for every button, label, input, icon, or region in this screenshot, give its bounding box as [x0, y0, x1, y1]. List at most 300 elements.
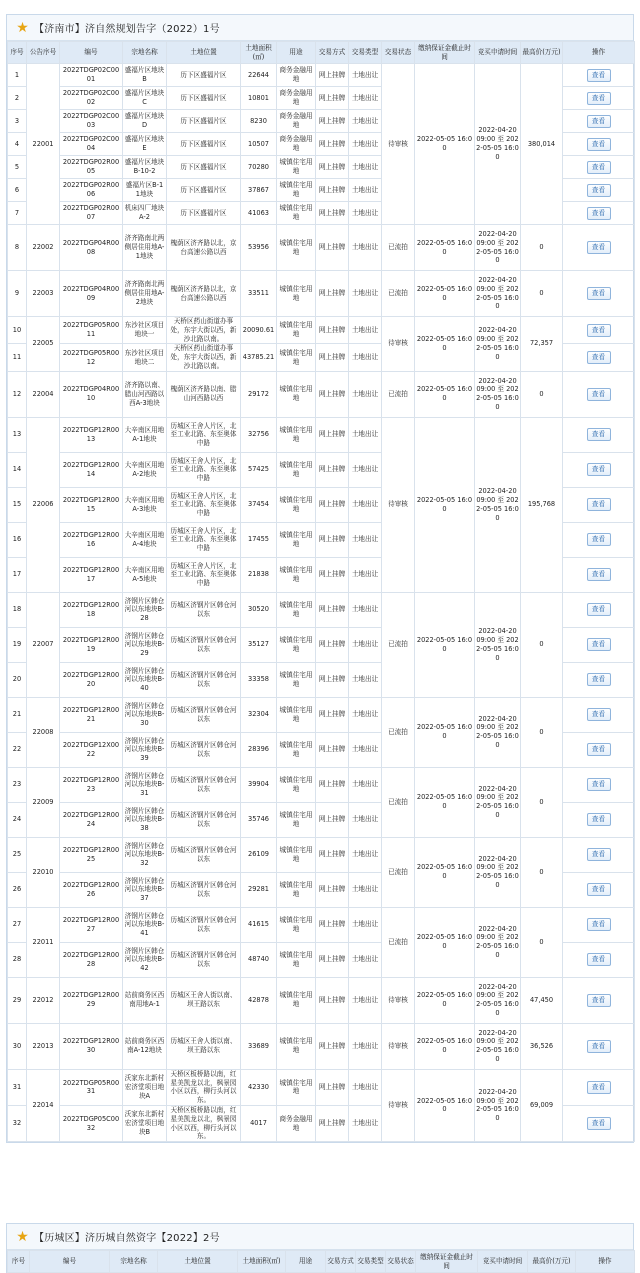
bid-application-period: 2022-04-20 09:00 至 2022-05-05 16:00 [475, 271, 521, 317]
parcel-location: 历下区盛福片区 [167, 202, 241, 225]
parcel-name: 济齐路以南、腊山河西路以西A-3地块 [123, 371, 167, 417]
trade-type: 土地出让 [349, 942, 382, 977]
view-button[interactable]: 查看 [587, 324, 611, 337]
view-button[interactable]: 查看 [587, 463, 611, 476]
deposit-deadline: 2022-05-05 16:00 [415, 317, 475, 372]
bid-application-period: 2022-04-20 09:00 至 2022-05-05 16:00 [475, 837, 521, 907]
view-button[interactable]: 查看 [587, 1081, 611, 1094]
land-area: 37454 [241, 487, 277, 522]
parcel-location: 历城区济钢片区韩仓河以东 [167, 592, 241, 627]
parcel-code: 2022TDGP12R0020 [60, 662, 123, 697]
section-2-header-col-7: 交易类型 [356, 1251, 386, 1273]
row-number: 8 [8, 225, 27, 271]
operation-cell [563, 487, 635, 522]
parcel-code: 2022TDGP12R0017 [60, 557, 123, 592]
parcel-code: 2022TDGP02R0005 [60, 156, 123, 179]
view-button[interactable]: 查看 [587, 428, 611, 441]
trade-type: 土地出让 [349, 225, 382, 271]
header-col-6: 用途 [277, 42, 316, 64]
operation-cell [563, 1023, 635, 1069]
parcel-name: 大辛南区用地A-2地块 [123, 452, 167, 487]
land-use: 商务金融用地 [277, 1105, 316, 1141]
notice-number: 22001 [27, 64, 60, 225]
parcel-location: 槐荫区济齐路以北，京台高速公路以西 [167, 225, 241, 271]
bid-application-period: 2022-04-20 09:00 至 2022-05-05 16:00 [475, 977, 521, 1023]
land-area: 53956 [241, 225, 277, 271]
max-price: 0 [521, 767, 563, 837]
trade-method: 网上挂牌 [316, 317, 349, 344]
trade-status: 待审核 [382, 1023, 415, 1069]
view-button[interactable]: 查看 [587, 498, 611, 511]
max-price: 0 [521, 225, 563, 271]
parcel-code: 2022TDGP12R0025 [60, 837, 123, 872]
operation-cell [563, 802, 635, 837]
view-button[interactable]: 查看 [587, 813, 611, 826]
parcel-location: 历城区济钢片区韩仓河以东 [167, 662, 241, 697]
table-row [8, 977, 635, 1023]
land-area: 35127 [241, 627, 277, 662]
notice-number: 22012 [27, 977, 60, 1023]
section-2-header-col-0: 序号 [8, 1251, 30, 1273]
land-area: 70280 [241, 156, 277, 179]
trade-method: 网上挂牌 [316, 344, 349, 371]
parcel-name: 济钢片区韩仓河以东地块B-39 [123, 732, 167, 767]
view-button[interactable]: 查看 [587, 603, 611, 616]
header-col-11: 竞买申请时间 [475, 42, 521, 64]
parcel-location: 历城区王舍人街以南、坝王路以东 [167, 1023, 241, 1069]
trade-method: 网上挂牌 [316, 872, 349, 907]
section-2-header-col-9: 缴纳保证金截止时间 [416, 1251, 478, 1273]
parcel-code: 2022TDGP05R0031 [60, 1069, 123, 1105]
parcel-location: 历城区王舍人片区，北至工业北路、东至奥体中路 [167, 557, 241, 592]
parcel-name: 济钢片区韩仓河以东地块B-32 [123, 837, 167, 872]
header-col-5: 土地面积(㎡) [241, 42, 277, 64]
operation-cell [563, 977, 635, 1023]
section-2-header-col-8: 交易状态 [386, 1251, 416, 1273]
deposit-deadline: 2022-05-05 16:00 [415, 592, 475, 697]
trade-method: 网上挂牌 [316, 417, 349, 452]
header-col-13: 操作 [563, 42, 635, 64]
parcel-name: 济钢片区韩仓河以东地块B-30 [123, 697, 167, 732]
operation-cell [563, 872, 635, 907]
section-1-title: 【济南市】济自然规划告字（2022）1号 [34, 24, 220, 35]
table-row [8, 1069, 635, 1105]
row-number: 5 [8, 156, 27, 179]
trade-method: 网上挂牌 [316, 557, 349, 592]
trade-status: 待审核 [382, 64, 415, 225]
operation-cell [563, 317, 635, 344]
deposit-deadline: 2022-05-05 16:00 [415, 371, 475, 417]
land-area: 20090.61 [241, 317, 277, 344]
land-use: 商务金融用地 [277, 87, 316, 110]
trade-type: 土地出让 [349, 317, 382, 344]
trade-type: 土地出让 [349, 592, 382, 627]
view-button[interactable]: 查看 [587, 994, 611, 1007]
parcel-code: 2022TDGP12R0024 [60, 802, 123, 837]
parcel-code: 2022TDGP02C0004 [60, 133, 123, 156]
land-area: 10801 [241, 87, 277, 110]
land-area: 35746 [241, 802, 277, 837]
view-button[interactable]: 查看 [587, 743, 611, 756]
operation-cell [563, 225, 635, 271]
parcel-code: 2022TDGP12R0027 [60, 907, 123, 942]
trade-type: 土地出让 [349, 557, 382, 592]
trade-type: 土地出让 [349, 371, 382, 417]
land-use: 城镇住宅用地 [277, 1069, 316, 1105]
operation-cell [563, 1069, 635, 1105]
land-area: 33511 [241, 271, 277, 317]
bid-application-period: 2022-04-20 09:00 至 2022-05-05 16:00 [475, 1023, 521, 1069]
trade-method: 网上挂牌 [316, 767, 349, 802]
land-use: 城镇住宅用地 [277, 907, 316, 942]
max-price: 380,014 [521, 64, 563, 225]
land-area: 42330 [241, 1069, 277, 1105]
land-area: 37867 [241, 179, 277, 202]
land-use: 城镇住宅用地 [277, 942, 316, 977]
row-number: 2 [8, 87, 27, 110]
parcel-name: 盛福片区地块E [123, 133, 167, 156]
land-use: 商务金融用地 [277, 64, 316, 87]
trade-method: 网上挂牌 [316, 837, 349, 872]
operation-cell [563, 522, 635, 557]
view-button[interactable]: 查看 [587, 673, 611, 686]
view-button[interactable]: 查看 [587, 708, 611, 721]
parcel-name: 大辛南区用地A-1地块 [123, 417, 167, 452]
header-col-1: 公告序号 [27, 42, 60, 64]
view-button[interactable]: 查看 [587, 115, 611, 128]
operation-cell [563, 271, 635, 317]
trade-status: 待审核 [382, 1069, 415, 1141]
trade-type: 土地出让 [349, 487, 382, 522]
parcel-code: 2022TDGP12R0028 [60, 942, 123, 977]
trade-type: 土地出让 [349, 64, 382, 87]
land-use: 商务金融用地 [277, 133, 316, 156]
parcel-location: 天桥区药山街道办事处，东宇大街以西，新沙北路以南。 [167, 317, 241, 344]
land-use: 城镇住宅用地 [277, 452, 316, 487]
land-area: 41615 [241, 907, 277, 942]
row-number: 28 [8, 942, 27, 977]
view-button[interactable]: 查看 [587, 1040, 611, 1053]
land-use: 城镇住宅用地 [277, 697, 316, 732]
view-button[interactable]: 查看 [587, 568, 611, 581]
row-number: 13 [8, 417, 27, 452]
trade-method: 网上挂牌 [316, 452, 349, 487]
trade-method: 网上挂牌 [316, 907, 349, 942]
max-price: 0 [521, 837, 563, 907]
section-2-panel [6, 1223, 634, 1273]
row-number: 20 [8, 662, 27, 697]
parcel-location: 历城区济钢片区韩仓河以东 [167, 767, 241, 802]
trade-method: 网上挂牌 [316, 225, 349, 271]
view-button[interactable]: 查看 [587, 138, 611, 151]
row-number: 32 [8, 1105, 27, 1141]
land-use: 城镇住宅用地 [277, 627, 316, 662]
parcel-location: 历城区济钢片区韩仓河以东 [167, 627, 241, 662]
parcel-code: 2022TDGP05R0012 [60, 344, 123, 371]
parcel-code: 2022TDGP12R0013 [60, 417, 123, 452]
table-row [8, 767, 635, 802]
operation-cell [563, 627, 635, 662]
bid-application-period: 2022-04-20 09:00 至 2022-05-05 16:00 [475, 417, 521, 592]
deposit-deadline: 2022-05-05 16:00 [415, 837, 475, 907]
parcel-location: 历城区王舍人片区，北至工业北路、东至奥体中路 [167, 487, 241, 522]
land-area: 28396 [241, 732, 277, 767]
row-number: 3 [8, 110, 27, 133]
land-area: 10507 [241, 133, 277, 156]
parcel-code: 2022TDGP02R0006 [60, 179, 123, 202]
parcel-location: 历城区王舍人街以南、坝王路以东 [167, 977, 241, 1023]
trade-method: 网上挂牌 [316, 110, 349, 133]
trade-type: 土地出让 [349, 87, 382, 110]
land-area: 29281 [241, 872, 277, 907]
trade-method: 网上挂牌 [316, 627, 349, 662]
trade-method: 网上挂牌 [316, 662, 349, 697]
row-number: 11 [8, 344, 27, 371]
trade-status: 待审核 [382, 317, 415, 372]
bid-application-period: 2022-04-20 09:00 至 2022-05-05 16:00 [475, 592, 521, 697]
table-row [8, 592, 635, 627]
parcel-name: 盛福片区地块B [123, 64, 167, 87]
operation-cell [563, 64, 635, 87]
section-1-header [7, 15, 633, 41]
land-area: 57425 [241, 452, 277, 487]
parcel-code: 2022TDGP12R0029 [60, 977, 123, 1023]
header-col-7: 交易方式 [316, 42, 349, 64]
row-number: 17 [8, 557, 27, 592]
max-price: 0 [521, 907, 563, 977]
parcel-location: 历城区王舍人片区，北至工业北路、东至奥体中路 [167, 452, 241, 487]
trade-type: 土地出让 [349, 452, 382, 487]
max-price: 195,768 [521, 417, 563, 592]
view-button[interactable]: 查看 [587, 883, 611, 896]
trade-type: 土地出让 [349, 697, 382, 732]
trade-method: 网上挂牌 [316, 697, 349, 732]
section-2-header-col-6: 交易方式 [326, 1251, 356, 1273]
section-1-panel [6, 14, 634, 1143]
row-number: 7 [8, 202, 27, 225]
parcel-name: 济齐路南北两侧居住用地A-1地块 [123, 225, 167, 271]
trade-status: 已流拍 [382, 225, 415, 271]
parcel-name: 东沙社区项目地块一 [123, 317, 167, 344]
row-number: 1 [8, 64, 27, 87]
table-row [8, 317, 635, 344]
row-number: 9 [8, 271, 27, 317]
trade-status: 已流拍 [382, 271, 415, 317]
operation-cell [563, 110, 635, 133]
deposit-deadline: 2022-05-05 16:00 [415, 271, 475, 317]
bid-application-period: 2022-04-20 09:00 至 2022-05-05 16:00 [475, 697, 521, 767]
trade-type: 土地出让 [349, 417, 382, 452]
land-use: 城镇住宅用地 [277, 1023, 316, 1069]
trade-method: 网上挂牌 [316, 1069, 349, 1105]
land-use: 城镇住宅用地 [277, 732, 316, 767]
parcel-location: 历下区盛福片区 [167, 110, 241, 133]
trade-status: 已流拍 [382, 767, 415, 837]
trade-type: 土地出让 [349, 522, 382, 557]
operation-cell [563, 452, 635, 487]
parcel-location: 历城区济钢片区韩仓河以东 [167, 942, 241, 977]
view-button[interactable]: 查看 [587, 388, 611, 401]
max-price: 0 [521, 592, 563, 697]
land-area: 39904 [241, 767, 277, 802]
view-button[interactable]: 查看 [587, 638, 611, 651]
header-col-8: 交易类型 [349, 42, 382, 64]
parcel-location: 天桥区板桥路以南，红星美凯龙以北，枫景园小区以西，柳行头河以东。 [167, 1105, 241, 1141]
land-use: 城镇住宅用地 [277, 487, 316, 522]
deposit-deadline: 2022-05-05 16:00 [415, 767, 475, 837]
parcel-name: 济齐路南北两侧居住用地A-2地块 [123, 271, 167, 317]
parcel-name: 济钢片区韩仓河以东地块B-42 [123, 942, 167, 977]
operation-cell [563, 87, 635, 110]
land-use: 城镇住宅用地 [277, 522, 316, 557]
deposit-deadline: 2022-05-05 16:00 [415, 907, 475, 977]
parcel-location: 历下区盛福片区 [167, 156, 241, 179]
parcel-location: 历城区济钢片区韩仓河以东 [167, 732, 241, 767]
section-2-header-col-3: 土地位置 [158, 1251, 238, 1273]
trade-type: 土地出让 [349, 179, 382, 202]
trade-method: 网上挂牌 [316, 1105, 349, 1141]
bid-application-period: 2022-04-20 09:00 至 2022-05-05 16:00 [475, 767, 521, 837]
bid-application-period: 2022-04-20 09:00 至 2022-05-05 16:00 [475, 1069, 521, 1141]
trade-type: 土地出让 [349, 110, 382, 133]
deposit-deadline: 2022-05-05 16:00 [415, 64, 475, 225]
table-row [8, 1023, 635, 1069]
operation-cell [563, 767, 635, 802]
view-button[interactable]: 查看 [587, 161, 611, 174]
parcel-location: 历下区盛福片区 [167, 64, 241, 87]
parcel-name: 沃家东北新村宏济堂项目地块B [123, 1105, 167, 1141]
parcel-code: 2022TDGP02C0001 [60, 64, 123, 87]
bid-application-period: 2022-04-20 09:00 至 2022-05-05 16:00 [475, 64, 521, 225]
row-number: 21 [8, 697, 27, 732]
operation-cell [563, 156, 635, 179]
row-number: 23 [8, 767, 27, 802]
deposit-deadline: 2022-05-05 16:00 [415, 977, 475, 1023]
operation-cell [563, 662, 635, 697]
land-area: 41063 [241, 202, 277, 225]
view-button[interactable]: 查看 [587, 778, 611, 791]
parcel-location: 历下区盛福片区 [167, 179, 241, 202]
land-area: 21838 [241, 557, 277, 592]
trade-status: 待审核 [382, 977, 415, 1023]
trade-method: 网上挂牌 [316, 202, 349, 225]
trade-type: 土地出让 [349, 156, 382, 179]
parcel-name: 济钢片区韩仓河以东地块B-29 [123, 627, 167, 662]
operation-cell [563, 371, 635, 417]
parcel-name: 济钢片区韩仓河以东地块B-31 [123, 767, 167, 802]
parcel-code: 2022TDGP04R0008 [60, 225, 123, 271]
operation-cell [563, 942, 635, 977]
deposit-deadline: 2022-05-05 16:00 [415, 417, 475, 592]
bid-application-period: 2022-04-20 09:00 至 2022-05-05 16:00 [475, 317, 521, 372]
land-area: 26109 [241, 837, 277, 872]
section-2-header-col-12: 操作 [576, 1251, 635, 1273]
view-button[interactable]: 查看 [587, 241, 611, 254]
parcel-code: 2022TDGP02C0003 [60, 110, 123, 133]
trade-type: 土地出让 [349, 202, 382, 225]
operation-cell [563, 732, 635, 767]
bid-application-period: 2022-04-20 09:00 至 2022-05-05 16:00 [475, 907, 521, 977]
trade-method: 网上挂牌 [316, 271, 349, 317]
parcel-code: 2022TDGP04R0009 [60, 271, 123, 317]
operation-cell [563, 417, 635, 452]
view-button[interactable]: 查看 [587, 918, 611, 931]
trade-status: 已流拍 [382, 837, 415, 907]
trade-method: 网上挂牌 [316, 371, 349, 417]
land-use: 城镇住宅用地 [277, 872, 316, 907]
view-button[interactable]: 查看 [587, 953, 611, 966]
operation-cell [563, 592, 635, 627]
table-row [8, 697, 635, 732]
trade-status: 已流拍 [382, 907, 415, 977]
view-button[interactable]: 查看 [587, 92, 611, 105]
header-col-4: 土地位置 [167, 42, 241, 64]
trade-method: 网上挂牌 [316, 179, 349, 202]
view-button[interactable]: 查看 [587, 533, 611, 546]
header-col-12: 最高价(万元) [521, 42, 563, 64]
row-number: 24 [8, 802, 27, 837]
row-number: 22 [8, 732, 27, 767]
row-number: 15 [8, 487, 27, 522]
trade-method: 网上挂牌 [316, 64, 349, 87]
land-use: 城镇住宅用地 [277, 225, 316, 271]
max-price: 36,526 [521, 1023, 563, 1069]
table-row [8, 64, 635, 87]
trade-status: 已流拍 [382, 371, 415, 417]
land-use: 商务金融用地 [277, 110, 316, 133]
land-area: 8230 [241, 110, 277, 133]
trade-type: 土地出让 [349, 767, 382, 802]
view-button[interactable]: 查看 [587, 69, 611, 82]
parcel-location: 历城区王舍人片区，北至工业北路、东至奥体中路 [167, 522, 241, 557]
trade-status: 待审核 [382, 417, 415, 592]
parcel-code: 2022TDGP12R0019 [60, 627, 123, 662]
row-number: 10 [8, 317, 27, 344]
operation-cell [563, 907, 635, 942]
notice-number: 22004 [27, 371, 60, 417]
parcel-location: 历下区盛福片区 [167, 87, 241, 110]
view-button[interactable]: 查看 [587, 848, 611, 861]
operation-cell [563, 1105, 635, 1141]
land-use: 城镇住宅用地 [277, 837, 316, 872]
land-area: 33358 [241, 662, 277, 697]
header-col-10: 缴纳保证金截止时间 [415, 42, 475, 64]
parcel-location: 天桥区板桥路以南，红星美凯龙以北，枫景园小区以西，柳行头河以东。 [167, 1069, 241, 1105]
trade-type: 土地出让 [349, 1105, 382, 1141]
land-use: 城镇住宅用地 [277, 156, 316, 179]
view-button[interactable]: 查看 [587, 351, 611, 364]
trade-method: 网上挂牌 [316, 522, 349, 557]
parcel-name: 大辛南区用地A-3地块 [123, 487, 167, 522]
parcel-location: 历城区济钢片区韩仓河以东 [167, 802, 241, 837]
land-area: 32304 [241, 697, 277, 732]
view-button[interactable]: 查看 [587, 207, 611, 220]
star-icon: ★ [16, 19, 29, 36]
land-area: 30520 [241, 592, 277, 627]
trade-type: 土地出让 [349, 662, 382, 697]
parcel-name: 盛福片区地块D [123, 110, 167, 133]
row-number: 14 [8, 452, 27, 487]
operation-cell [563, 133, 635, 156]
parcel-code: 2022TDGP05R0011 [60, 317, 123, 344]
view-button[interactable]: 查看 [587, 287, 611, 300]
land-use: 城镇住宅用地 [277, 202, 316, 225]
land-area: 42878 [241, 977, 277, 1023]
view-button[interactable]: 查看 [587, 184, 611, 197]
trade-status: 已流拍 [382, 592, 415, 697]
parcel-name: 机床四厂地块A-2 [123, 202, 167, 225]
view-button[interactable]: 查看 [587, 1117, 611, 1130]
